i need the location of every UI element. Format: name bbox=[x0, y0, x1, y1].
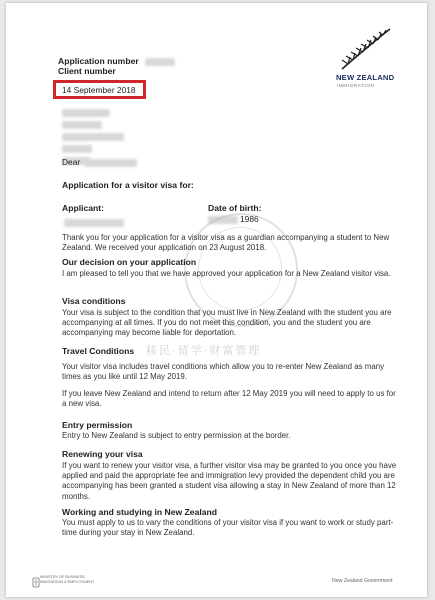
application-number-label: Application number bbox=[58, 56, 139, 66]
dob-year: 1986 bbox=[240, 214, 259, 224]
greeting-line bbox=[62, 157, 137, 168]
section-paragraph-visa-conditions: Your visa is subject to the condition that you must live in New Zealand with the student you are accompanying at all times. If you do not meet this condition, you and the student you are accompanying may become liable for deportation. bbox=[62, 308, 392, 338]
section-heading-renewing: Renewing your visa bbox=[62, 449, 143, 459]
ministry-crest-icon bbox=[32, 575, 40, 593]
watermark-text: 移民·留学·财富管理 bbox=[146, 345, 262, 357]
applicant-label: Applicant: bbox=[62, 203, 105, 213]
letter-date: 14 September 2018 bbox=[62, 85, 136, 95]
section-heading-travel-conditions: Travel Conditions bbox=[62, 346, 135, 356]
redacted-applicant-name bbox=[64, 214, 124, 232]
application-number-line bbox=[58, 56, 175, 66]
section-heading-decision: Our decision on your application bbox=[62, 257, 197, 267]
client-number-line bbox=[58, 66, 116, 76]
dob-label: Date of birth: bbox=[208, 203, 262, 213]
logo-title: NEW ZEALAND bbox=[336, 73, 395, 82]
redacted-application-number bbox=[145, 58, 175, 66]
section-paragraph-entry-permission: Entry to New Zealand is subject to entry permission at the border. bbox=[62, 431, 291, 440]
section-paragraph-working-studying: You must apply to us to vary the conditions of your visitor visa if you want to work or study part-time during your stay in New Zealand. bbox=[62, 518, 394, 538]
ministry-line-1: MINISTRY OF BUSINESS, bbox=[40, 575, 86, 579]
section-paragraph-travel-2: If you leave New Zealand and intend to return after 12 May 2019 you will need to apply to us for a new visa. bbox=[62, 389, 396, 409]
subject-heading: Application for a visitor visa for: bbox=[62, 180, 194, 190]
section-heading-working-studying: Working and studying in New Zealand bbox=[62, 507, 218, 517]
greeting-text: Dear bbox=[62, 157, 81, 167]
logo-subtitle: IMMIGRATION bbox=[337, 83, 375, 88]
ministry-line-2: INNOVATION & EMPLOYMENT bbox=[40, 580, 95, 584]
ministry-footer-text bbox=[40, 575, 94, 585]
section-heading-entry-permission: Entry permission bbox=[62, 420, 133, 430]
fern-logo-icon bbox=[338, 27, 394, 76]
intro-paragraph: Thank you for your application for a visitor visa as a guardian accompanying a student to New Zealand. We received your application on 23 August 2018. bbox=[62, 233, 390, 253]
redacted-recipient-name bbox=[85, 159, 137, 167]
section-paragraph-travel-1: Your visitor visa includes travel conditions which allow you to re-enter New Zealand as many times as you like until 12 May 2019. bbox=[62, 362, 385, 382]
client-number-label: Client number bbox=[58, 66, 116, 76]
letter-page bbox=[6, 3, 427, 597]
section-heading-visa-conditions: Visa conditions bbox=[62, 296, 126, 306]
section-paragraph-renewing: If you want to renew your visitor visa, a further visitor visa may be granted to you once you have applied and paid the appropriate fee and immigration levy provided the dependent child you are accompanying has been granted a student visa allowing a stay in New Zealand of more than 12 months. bbox=[62, 461, 397, 501]
nz-government-footer: New Zealand Government bbox=[332, 578, 393, 584]
section-paragraph-decision: I am pleased to tell you that we have approved your application for a New Zealand visitor visa. bbox=[62, 269, 391, 278]
